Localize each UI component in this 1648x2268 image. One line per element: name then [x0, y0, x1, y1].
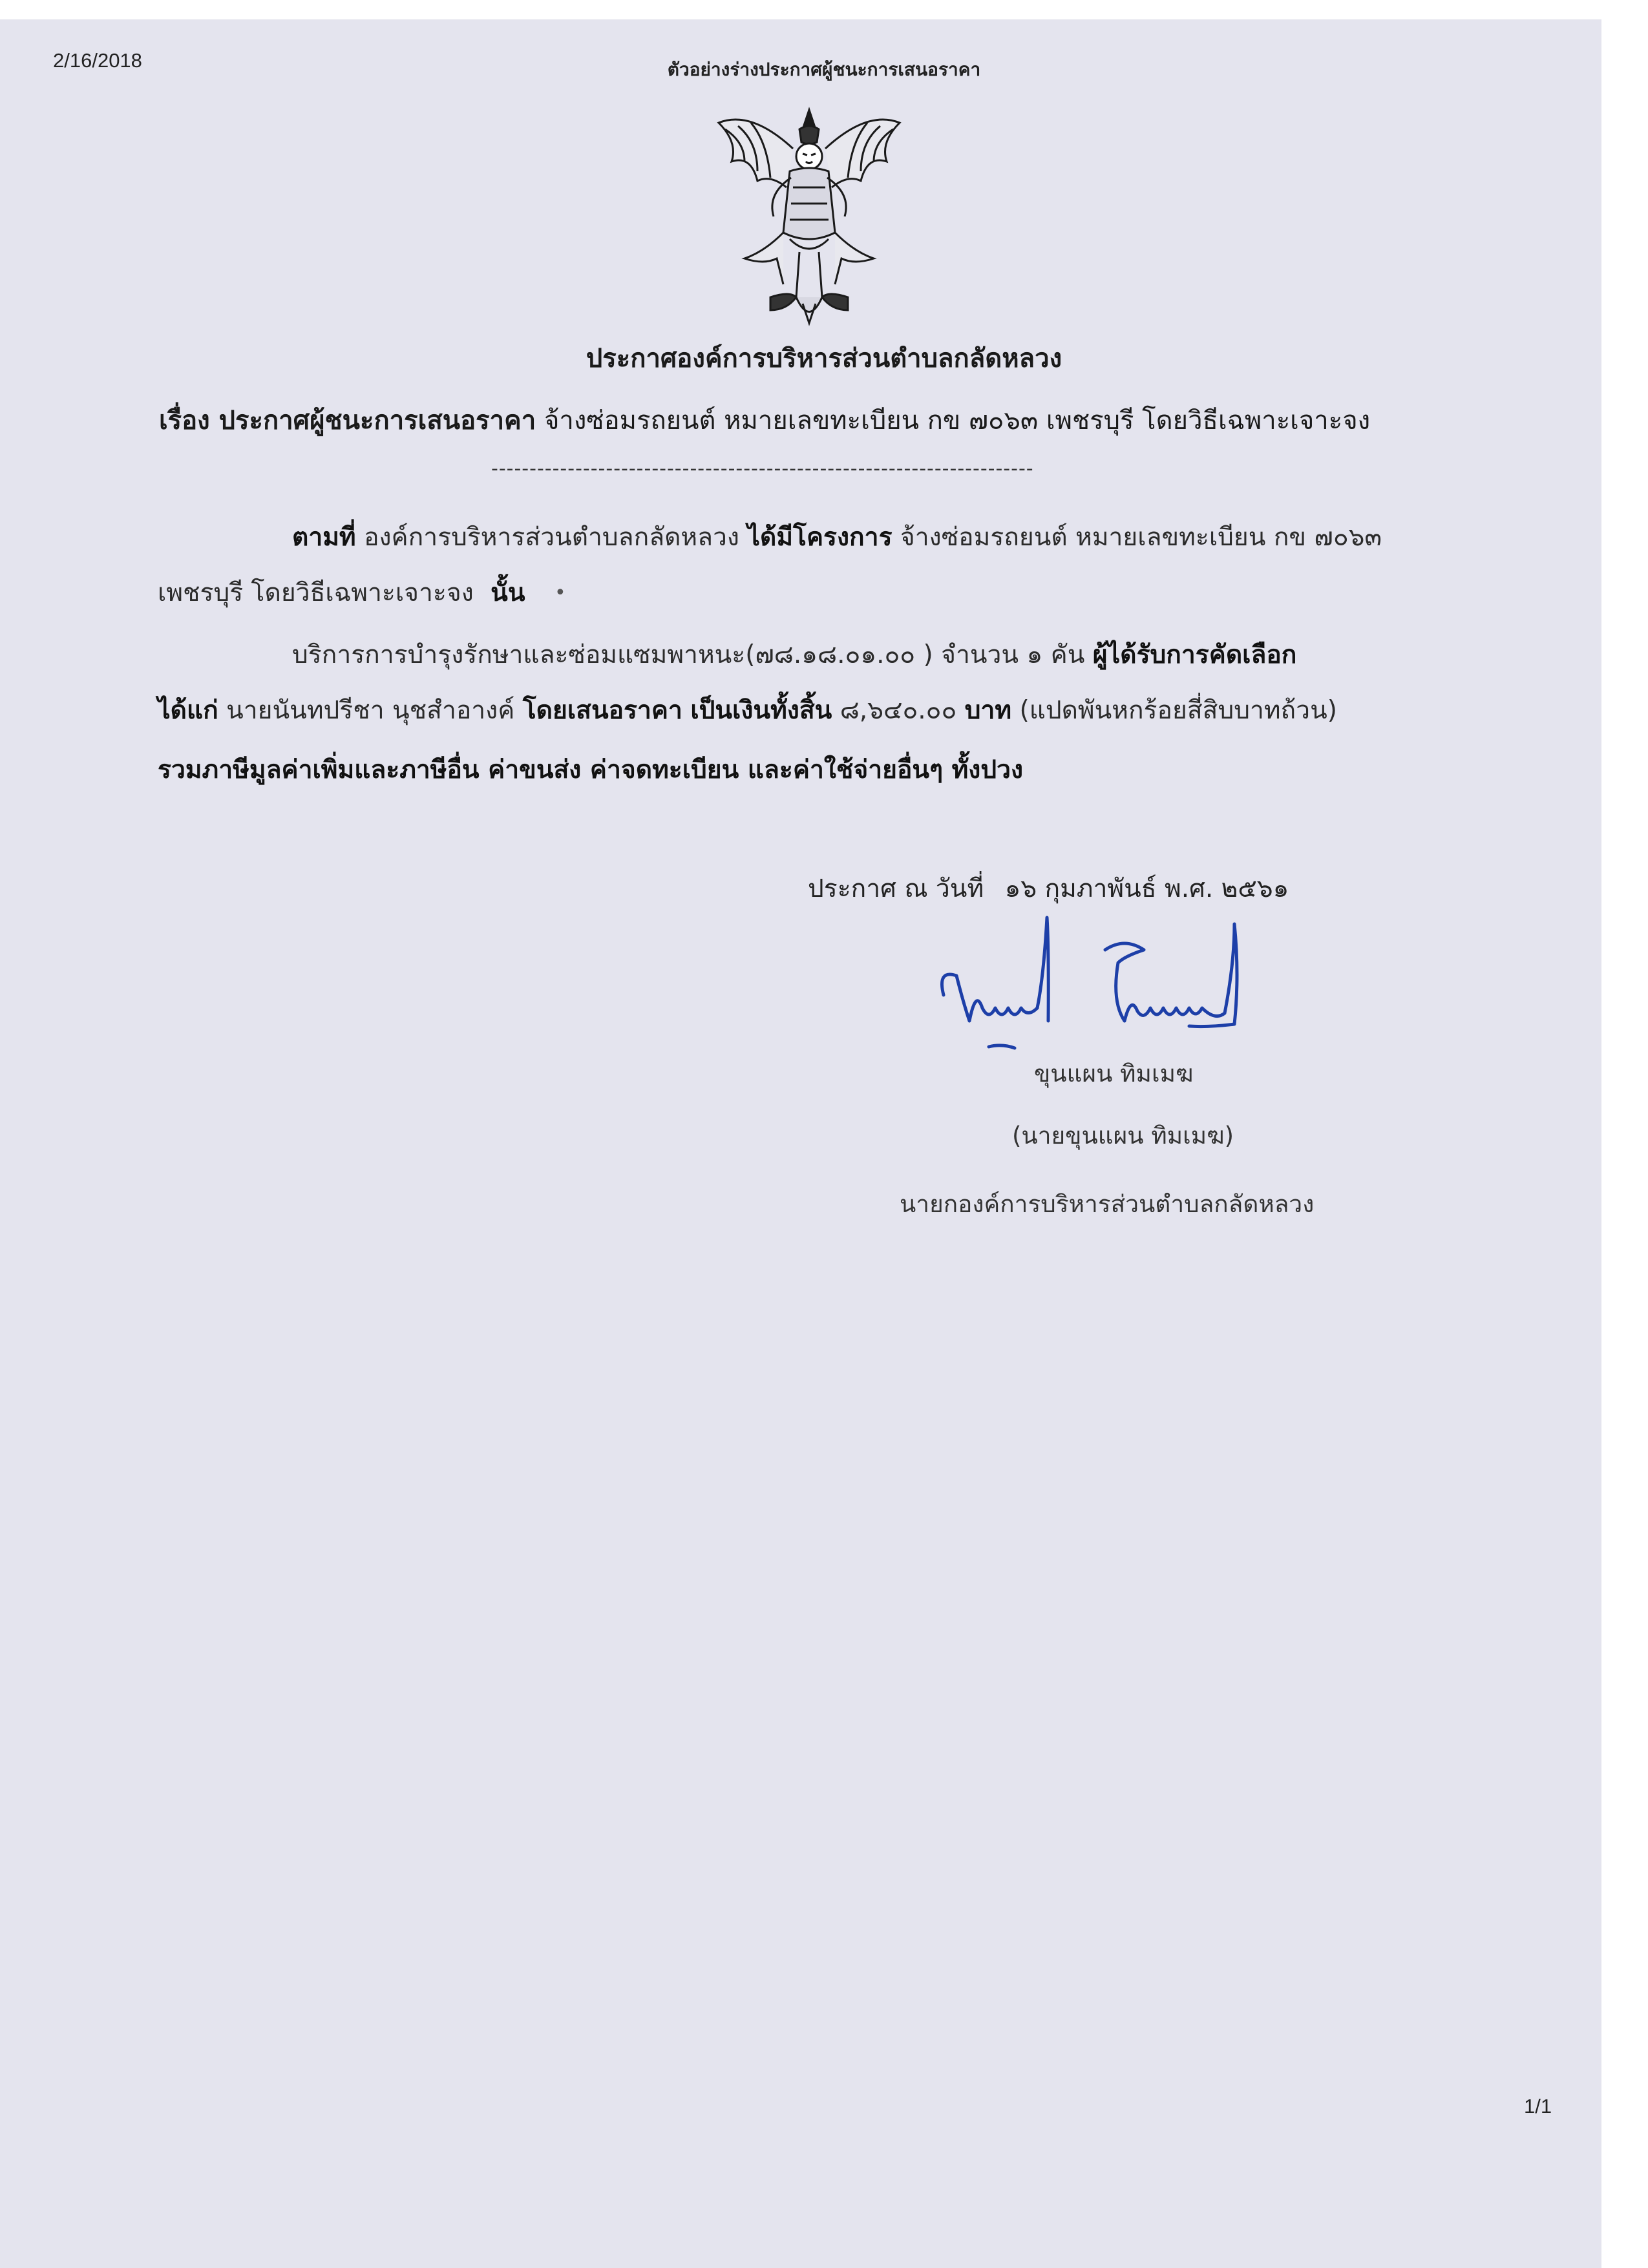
subject-text: จ้างซ่อมรถยนต์ หมายเลขทะเบียน กข ๗๐๖๓ เพชรบุรี โดยวิธีเฉพาะเจาะจง — [544, 406, 1371, 436]
divider-line: ----------------------------------------------------------------------- — [491, 457, 1034, 480]
p2-text: เพชรบุรี โดยวิธีเฉพาะเจาะจง — [158, 578, 474, 607]
page-number: 1/1 — [1524, 2095, 1552, 2117]
p1-mid: ได้มีโครงการ — [747, 523, 893, 552]
body-paragraph-5 — [158, 750, 1023, 790]
p4-lead: ได้แก่ — [158, 696, 218, 725]
announce-label: ประกาศ ณ วันที่ — [808, 874, 984, 903]
body-paragraph-3 — [292, 635, 1296, 675]
body-paragraph-2 — [158, 572, 525, 613]
p1-lead: ตามที่ — [292, 523, 356, 552]
winner-name: นายนันทปรีชา นุชสำอางค์ — [226, 696, 515, 725]
signer-name: ขุนแผน ทิมเมฆ — [1034, 1060, 1194, 1087]
signer-full-name: (นายขุนแผน ทิมเมฆ) — [1012, 1122, 1234, 1150]
header-title: ตัวอย่างร่างประกาศผู้ชนะการเสนอราคา — [667, 59, 981, 80]
announce-date: ๑๖ กุมภาพันธ์ พ.ศ. ๒๕๖๑ — [1004, 874, 1289, 903]
p3-bold: ผู้ได้รับการคัดเลือก — [1092, 640, 1297, 669]
p4-amount-lead: เป็นเงินทั้งสิ้น — [690, 696, 832, 725]
body-paragraph-1 — [292, 517, 1382, 557]
signer-position: นายกองค์การบริหารส่วนตำบลกลัดหลวง — [900, 1190, 1315, 1218]
print-date: 2/16/2018 — [53, 49, 142, 72]
stray-mark: • — [555, 582, 566, 604]
p4-mid: โดยเสนอราคา — [522, 696, 682, 725]
subject-label: เรื่อง ประกาศผู้ชนะการเสนอราคา — [159, 406, 536, 436]
bid-amount: ๘,๖๔๐.๐๐ — [840, 696, 957, 725]
p4-unit: บาท — [964, 696, 1012, 725]
p3-text: บริการการบำรุงรักษาและซ่อมแซมพาหนะ(๗๘.๑๘.๐๑.๐๐ ) จำนวน ๑ คัน — [292, 640, 1085, 669]
p1-text: จ้างซ่อมรถยนต์ หมายเลขทะเบียน กข ๗๐๖๓ — [900, 523, 1382, 552]
p5-text: รวมภาษีมูลค่าเพิ่มและภาษีอื่น ค่าขนส่ง ค่าจดทะเบียน และค่าใช้จ่ายอื่นๆ ทั้งปวง — [158, 755, 1024, 784]
amount-in-words: (แปดพันหกร้อยสี่สิบบาทถ้วน) — [1019, 696, 1337, 725]
p2-end: นั้น — [491, 578, 525, 607]
announce-date-line — [808, 868, 1289, 908]
handwritten-signature — [931, 911, 1280, 1060]
garuda-emblem-icon — [706, 103, 913, 330]
organization-title: ประกาศองค์การบริหารส่วนตำบลกลัดหลวง — [586, 344, 1062, 373]
subject-line — [159, 399, 1370, 441]
p1-org: องค์การบริหารส่วนตำบลกลัดหลวง — [364, 523, 739, 552]
body-paragraph-4 — [158, 690, 1337, 730]
